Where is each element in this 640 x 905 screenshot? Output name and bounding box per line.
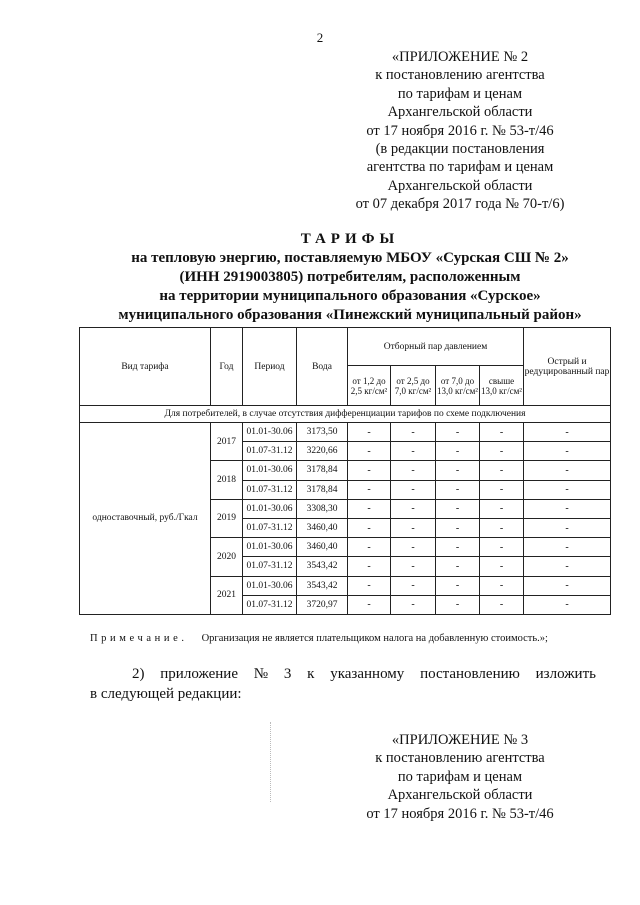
s3-cell: -: [436, 499, 480, 518]
water-cell: 3460,40: [297, 538, 348, 557]
appendix-2-header: [310, 48, 610, 214]
period-cell: 01.01-30.06: [243, 576, 297, 595]
footnote: [90, 633, 548, 644]
sharp-cell: -: [524, 499, 611, 518]
period-cell: 01.01-30.06: [243, 538, 297, 557]
paragraph-word: к: [307, 666, 315, 682]
s1-cell: -: [348, 557, 391, 576]
s2-cell: -: [391, 461, 436, 480]
title-line: (ИНН 2919003805) потребителям, расположенным: [179, 269, 521, 285]
title-line: муниципального образования «Пинежский муниципальный район»: [118, 307, 582, 323]
s1-cell: -: [348, 461, 391, 480]
appendix-2-line: Архангельской области: [387, 177, 533, 194]
paragraph-word: постановлению: [420, 666, 520, 682]
appendix-2-line: от 17 ноября 2016 г. № 53-т/46: [366, 122, 554, 139]
tariff-type-cell: одноставочный, руб./Гкал: [80, 423, 211, 615]
appendix-3-line: «ПРИЛОЖЕНИЕ № 3: [391, 732, 529, 748]
s4-cell: -: [480, 423, 524, 442]
page-number: 2: [316, 30, 324, 45]
sharp-cell: -: [524, 557, 611, 576]
paragraph-word: 3: [283, 666, 292, 682]
s4-cell: -: [480, 576, 524, 595]
water-cell: 3220,66: [297, 442, 348, 461]
sharp-cell: -: [524, 576, 611, 595]
s4-cell: -: [480, 595, 524, 614]
period-cell: 01.07-31.12: [243, 442, 297, 461]
appendix-3-line: к постановлению агентства: [375, 750, 545, 767]
water-cell: 3543,42: [297, 576, 348, 595]
s1-cell: -: [348, 576, 391, 595]
water-cell: 3460,40: [297, 518, 348, 537]
sharp-cell: -: [524, 423, 611, 442]
paragraph-word: изложить: [535, 666, 596, 682]
tariff-table: [79, 327, 611, 615]
s2-cell: -: [391, 480, 436, 499]
footnote-text: Организация не является плательщиком налога на добавленную стоимость.»;: [201, 633, 548, 644]
title-line: на территории муниципального образования «Сурское»: [159, 288, 541, 304]
water-cell: 3173,50: [297, 423, 348, 442]
s2-cell: -: [391, 518, 436, 537]
s3-cell: -: [436, 595, 480, 614]
year-cell: 2018: [211, 461, 243, 499]
s3-cell: -: [436, 480, 480, 499]
appendix-3-line: Архангельской области: [387, 787, 533, 804]
s2-cell: -: [391, 595, 436, 614]
appendix-2-line: (в редакции постановления: [375, 141, 545, 158]
appendix-2-line: к постановлению агентства: [375, 67, 545, 84]
year-cell: 2020: [211, 538, 243, 576]
header-sharp-steam: Острый и редуцированный пар: [524, 328, 611, 406]
s2-cell: -: [391, 538, 436, 557]
s3-cell: -: [436, 576, 480, 595]
appendix-3-line: по тарифам и ценам: [397, 768, 523, 785]
amendment-paragraph: [90, 664, 596, 704]
table-row: [80, 423, 611, 442]
s3-cell: -: [436, 538, 480, 557]
year-cell: 2019: [211, 499, 243, 537]
appendix-3-header: [310, 731, 610, 823]
table-span-row: Для потребителей, в случае отсутствия дифференциации тарифов по схеме подключения: [80, 406, 611, 423]
appendix-2-line: Архангельской области: [387, 104, 533, 121]
water-cell: 3178,84: [297, 480, 348, 499]
sharp-cell: -: [524, 480, 611, 499]
header-water: Вода: [297, 328, 348, 406]
s4-cell: -: [480, 442, 524, 461]
header-year: Год: [211, 328, 243, 406]
s3-cell: -: [436, 442, 480, 461]
year-cell: 2021: [211, 576, 243, 614]
appendix-2-line: агентства по тарифам и ценам: [366, 159, 554, 176]
scan-artifact-dotted-line: [270, 722, 272, 802]
header-tariff-type: Вид тарифа: [80, 328, 211, 406]
sharp-cell: -: [524, 442, 611, 461]
paragraph-word: №: [253, 666, 269, 682]
s4-cell: -: [480, 480, 524, 499]
appendix-2-line: от 07 декабря 2017 года № 70-т/6): [355, 196, 565, 213]
sharp-cell: -: [524, 595, 611, 614]
header-steam-col-2: от 2,5 до 7,0 кг/см²: [391, 366, 436, 406]
s2-cell: -: [391, 557, 436, 576]
header-steam-col-1: от 1,2 до 2,5 кг/см²: [348, 366, 391, 406]
footnote-label: Примечание.: [90, 633, 188, 644]
sharp-cell: -: [524, 538, 611, 557]
s4-cell: -: [480, 499, 524, 518]
paragraph-word: 2): [132, 666, 145, 682]
period-cell: 01.01-30.06: [243, 423, 297, 442]
document-title: [80, 230, 620, 325]
s2-cell: -: [391, 576, 436, 595]
s3-cell: -: [436, 423, 480, 442]
s2-cell: -: [391, 442, 436, 461]
period-cell: 01.07-31.12: [243, 557, 297, 576]
s2-cell: -: [391, 423, 436, 442]
appendix-2-line: по тарифам и ценам: [397, 85, 523, 102]
year-cell: 2017: [211, 423, 243, 461]
s1-cell: -: [348, 480, 391, 499]
title-line: на тепловую энергию, поставляемую МБОУ «Сурская СШ № 2»: [131, 250, 569, 266]
sharp-cell: -: [524, 461, 611, 480]
period-cell: 01.01-30.06: [243, 461, 297, 480]
period-cell: 01.07-31.12: [243, 595, 297, 614]
s1-cell: -: [348, 595, 391, 614]
s4-cell: -: [480, 557, 524, 576]
paragraph-line-2: в следующей редакции:: [90, 686, 242, 702]
title-heading: ТАРИФЫ: [300, 231, 400, 247]
s2-cell: -: [391, 499, 436, 518]
s3-cell: -: [436, 461, 480, 480]
s1-cell: -: [348, 499, 391, 518]
s4-cell: -: [480, 461, 524, 480]
header-steam-col-4: свыше 13,0 кг/см²: [480, 366, 524, 406]
paragraph-word: указанному: [330, 666, 405, 682]
header-period: Период: [243, 328, 297, 406]
s3-cell: -: [436, 518, 480, 537]
water-cell: 3308,30: [297, 499, 348, 518]
paragraph-word: приложение: [160, 666, 238, 682]
appendix-2-line: «ПРИЛОЖЕНИЕ № 2: [391, 49, 529, 65]
s1-cell: -: [348, 538, 391, 557]
s3-cell: -: [436, 557, 480, 576]
period-cell: 01.07-31.12: [243, 480, 297, 499]
s1-cell: -: [348, 423, 391, 442]
water-cell: 3720,97: [297, 595, 348, 614]
period-cell: 01.07-31.12: [243, 518, 297, 537]
s4-cell: -: [480, 538, 524, 557]
s4-cell: -: [480, 518, 524, 537]
water-cell: 3543,42: [297, 557, 348, 576]
period-cell: 01.01-30.06: [243, 499, 297, 518]
s1-cell: -: [348, 442, 391, 461]
s1-cell: -: [348, 518, 391, 537]
header-steam-group: Отборный пар давлением: [348, 328, 524, 366]
water-cell: 3178,84: [297, 461, 348, 480]
header-steam-col-3: от 7,0 до 13,0 кг/см²: [436, 366, 480, 406]
appendix-3-line: от 17 ноября 2016 г. № 53-т/46: [366, 805, 554, 822]
sharp-cell: -: [524, 518, 611, 537]
